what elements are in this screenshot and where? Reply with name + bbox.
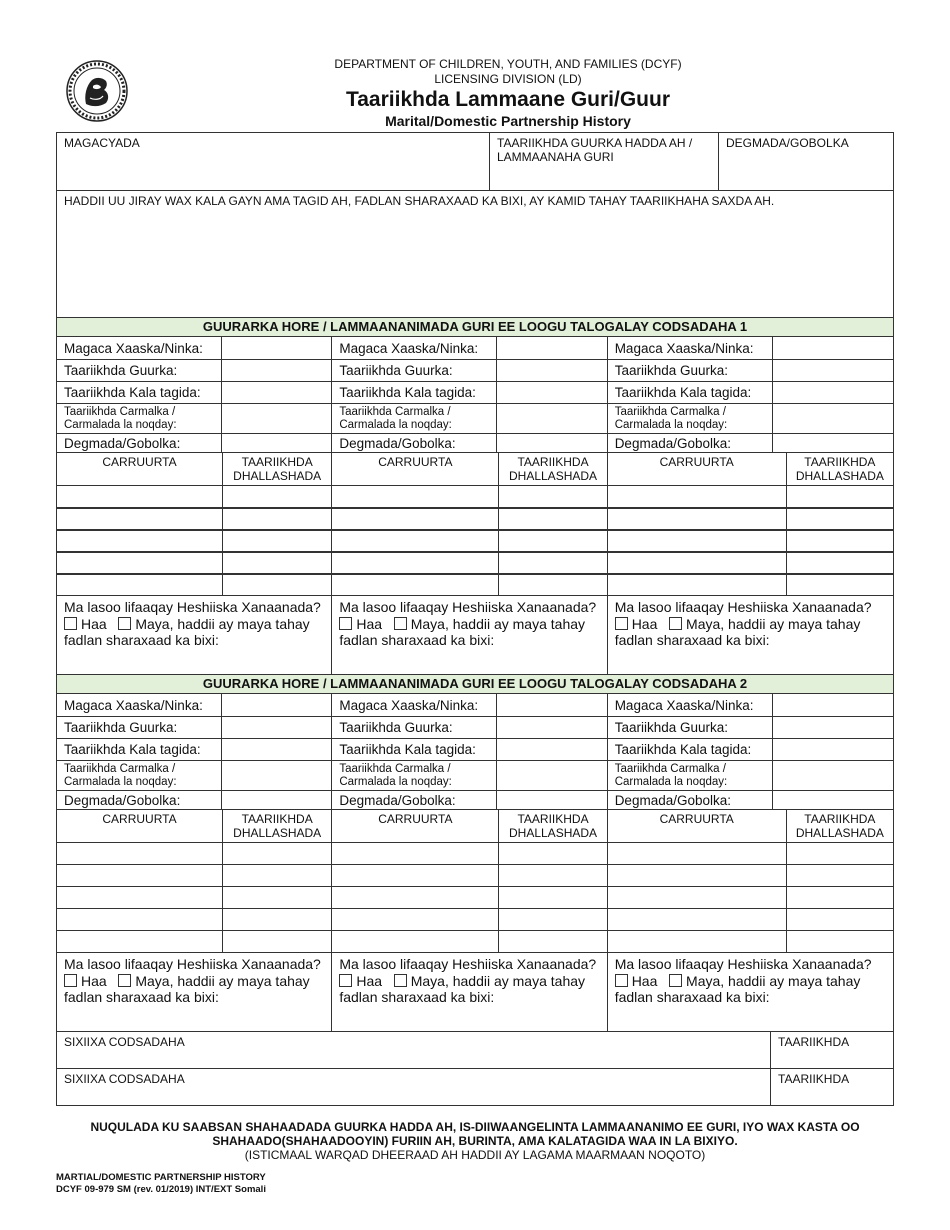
marriage-date-row <box>332 716 606 738</box>
child-row <box>332 930 606 952</box>
widowed-date-label: Taariikhda Carmalka / Carmalada la noqday: <box>57 761 222 790</box>
birthdates-header: TAARIIKHDA DHALLASHADA <box>795 455 884 483</box>
widowed-date-label: Taariikhda Carmalka / Carmalada la noqday: <box>57 404 222 433</box>
marriage-date-label: Taariikhda Guurka: <box>332 717 497 738</box>
form-subtitle: Marital/Domestic Partnership History <box>385 113 631 129</box>
custody-agreement-question <box>608 952 893 1031</box>
marriage-date-label: Taariikhda Guurka: <box>332 360 497 381</box>
child-row <box>608 529 893 551</box>
applicant-signature-field[interactable] <box>57 1069 771 1105</box>
yes-checkbox[interactable] <box>339 617 352 630</box>
county-input[interactable] <box>773 791 893 809</box>
child-birthdate-input[interactable] <box>787 531 893 551</box>
form-header <box>0 0 950 132</box>
marriage-date-label: Taariikhda Guurka: <box>608 717 773 738</box>
no-checkbox[interactable] <box>118 617 131 630</box>
separation-date-label: Taariikhda Kala tagida: <box>608 382 773 403</box>
spouse-name-input[interactable] <box>222 337 331 359</box>
child-name-input[interactable] <box>332 486 499 507</box>
children-header: CARRUURTA <box>57 453 223 485</box>
child-row <box>57 573 331 595</box>
marriage-date-input[interactable] <box>497 360 606 381</box>
county-label: Degmada/Gobolka: <box>608 434 773 452</box>
separation-explanation-field[interactable] <box>57 191 893 317</box>
child-name-input[interactable] <box>608 553 787 573</box>
birthdates-header: TAARIIKHDA DHALLASHADA <box>509 455 598 483</box>
widowed-date-row <box>332 403 606 433</box>
marriage-date-label: Taariikhda Guurka: <box>57 360 222 381</box>
county-field[interactable] <box>718 133 893 190</box>
child-row <box>332 573 606 595</box>
county-input[interactable] <box>497 434 606 452</box>
yes-label: Haa <box>631 615 658 632</box>
signature-date-field[interactable] <box>771 1069 893 1105</box>
section-2-column-2 <box>331 694 606 1031</box>
child-birthdate-input[interactable] <box>787 486 893 507</box>
document-footer-title: MARTIAL/DOMESTIC PARTNERSHIP HISTORY <box>56 1172 266 1183</box>
child-name-input[interactable] <box>57 887 223 908</box>
separation-date-row <box>332 738 606 760</box>
widowed-date-input[interactable] <box>773 404 893 433</box>
widowed-date-input[interactable] <box>222 761 331 790</box>
county-input[interactable] <box>222 791 331 809</box>
children-header: CARRUURTA <box>608 810 787 842</box>
child-row <box>57 864 331 886</box>
custody-agreement-question <box>332 595 606 674</box>
child-row <box>332 908 606 930</box>
child-birthdate-input[interactable] <box>787 843 893 864</box>
county-label: DEGMADA/GOBOLKA <box>726 136 849 150</box>
yes-checkbox[interactable] <box>64 974 77 987</box>
child-birthdate-input[interactable] <box>223 531 331 551</box>
separation-date-row <box>332 381 606 403</box>
child-row <box>332 507 606 529</box>
section-1-heading: GUURARKA HORE / LAMMAANANIMADA GURI EE LOOGU TALOGALAY CODSADAHA 1 <box>57 317 893 336</box>
county-row <box>332 433 606 452</box>
widowed-date-input[interactable] <box>773 761 893 790</box>
county-row <box>608 433 893 452</box>
marriage-date-row <box>57 716 331 738</box>
spouse-name-row <box>608 694 893 716</box>
children-header-row <box>57 452 331 485</box>
separation-date-row <box>608 738 893 760</box>
spouse-name-row <box>332 694 606 716</box>
widowed-date-row <box>332 760 606 790</box>
signature-row <box>57 1031 893 1068</box>
child-row <box>57 529 331 551</box>
spouse-name-label: Magaca Xaaska/Ninka: <box>332 337 497 359</box>
child-name-input[interactable] <box>608 887 787 908</box>
child-birthdate-input[interactable] <box>223 931 331 952</box>
county-label: Degmada/Gobolka: <box>608 791 773 809</box>
child-row <box>332 529 606 551</box>
child-name-input[interactable] <box>332 509 499 529</box>
child-row <box>57 507 331 529</box>
county-row <box>57 433 331 452</box>
no-checkbox[interactable] <box>669 974 682 987</box>
separation-date-row <box>57 381 331 403</box>
children-header-row <box>332 809 606 842</box>
child-name-input[interactable] <box>57 553 223 573</box>
child-name-input[interactable] <box>57 509 223 529</box>
yes-label: Haa <box>81 615 107 632</box>
marriage-date-input[interactable] <box>222 717 331 738</box>
birthdates-header: TAARIIKHDA DHALLASHADA <box>509 812 598 840</box>
spouse-name-label: Magaca Xaaska/Ninka: <box>332 694 497 716</box>
yes-checkbox[interactable] <box>615 974 628 987</box>
explain-label: fadlan sharaxaad ka bixi: <box>64 989 219 1005</box>
child-birthdate-input[interactable] <box>787 509 893 529</box>
yes-checkbox[interactable] <box>64 617 77 630</box>
child-name-input[interactable] <box>608 575 787 595</box>
division-name: LICENSING DIVISION (LD) <box>434 72 582 86</box>
widowed-date-input[interactable] <box>222 404 331 433</box>
child-birthdate-input[interactable] <box>499 843 606 864</box>
custody-question-text: Ma lasoo lifaaqay Heshiiska Xanaanada? <box>64 956 321 972</box>
child-birthdate-input[interactable] <box>787 887 893 908</box>
applicant-info-row <box>57 133 893 190</box>
separation-date-input[interactable] <box>222 739 331 760</box>
child-name-input[interactable] <box>57 909 223 930</box>
child-birthdate-input[interactable] <box>787 553 893 573</box>
county-row <box>608 790 893 809</box>
child-birthdate-input[interactable] <box>787 865 893 886</box>
separation-date-input[interactable] <box>773 739 893 760</box>
section-1-column-2 <box>331 337 606 674</box>
section-2-heading: GUURARKA HORE / LAMMAANANIMADA GURI EE LOOGU TALOGALAY CODSADAHA 2 <box>57 674 893 693</box>
explain-label: fadlan sharaxaad ka bixi: <box>339 632 495 648</box>
spouse-name-label: Magaca Xaaska/Ninka: <box>608 694 773 716</box>
names-label: MAGACYADA <box>64 136 140 150</box>
child-name-input[interactable] <box>57 931 223 952</box>
marriage-date-input[interactable] <box>497 717 606 738</box>
widowed-date-input[interactable] <box>497 761 606 790</box>
yes-label: Haa <box>631 972 658 989</box>
child-row <box>608 864 893 886</box>
child-name-input[interactable] <box>57 865 223 886</box>
marriage-date-row <box>57 359 331 381</box>
county-label: Degmada/Gobolka: <box>332 434 497 452</box>
child-row <box>608 886 893 908</box>
county-input[interactable] <box>773 434 893 452</box>
names-field[interactable] <box>57 133 489 190</box>
child-birthdate-input[interactable] <box>787 575 893 595</box>
separation-date-input[interactable] <box>773 382 893 403</box>
child-row <box>332 485 606 507</box>
child-name-input[interactable] <box>332 909 499 930</box>
signature-date-label: TAARIIKHDA <box>778 1035 850 1049</box>
no-checkbox[interactable] <box>118 974 131 987</box>
child-row <box>608 930 893 952</box>
spouse-name-input[interactable] <box>773 337 893 359</box>
county-label: Degmada/Gobolka: <box>57 434 222 452</box>
yes-label: Haa <box>356 972 383 989</box>
signature-date-label: TAARIIKHDA <box>778 1072 850 1086</box>
signature-date-field[interactable] <box>771 1032 893 1068</box>
custody-question-text: Ma lasoo lifaaqay Heshiiska Xanaanada? <box>64 599 321 615</box>
child-birthdate-input[interactable] <box>499 575 606 595</box>
child-row <box>608 573 893 595</box>
applicant-signature-field[interactable] <box>57 1032 771 1068</box>
child-name-input[interactable] <box>608 865 787 886</box>
separation-date-row <box>608 381 893 403</box>
yes-label: Haa <box>81 972 107 989</box>
child-row <box>332 864 606 886</box>
county-row <box>57 790 331 809</box>
county-input[interactable] <box>497 791 606 809</box>
no-checkbox[interactable] <box>394 974 407 987</box>
yes-label: Haa <box>356 615 383 632</box>
custody-question-text: Ma lasoo lifaaqay Heshiiska Xanaanada? <box>339 956 597 972</box>
explain-label: fadlan sharaxaad ka bixi: <box>64 632 219 648</box>
child-birthdate-input[interactable] <box>499 865 606 886</box>
custody-agreement-question <box>57 595 331 674</box>
marriage-date-row <box>608 716 893 738</box>
separation-explanation-label: HADDII UU JIRAY WAX KALA GAYN AMA TAGID AH, FADLAN SHARAXAAD KA BIXI, AY KAMID TAHAY TAARIIKHAHA SAXDA AH. <box>64 194 775 208</box>
custody-question-text: Ma lasoo lifaaqay Heshiiska Xanaanada? <box>339 599 597 615</box>
child-name-input[interactable] <box>57 575 223 595</box>
yes-checkbox[interactable] <box>615 617 628 630</box>
section-2-column-1 <box>57 694 331 1031</box>
marriage-date-input[interactable] <box>773 360 893 381</box>
spouse-name-input[interactable] <box>773 694 893 716</box>
child-name-input[interactable] <box>608 486 787 507</box>
explain-label: fadlan sharaxaad ka bixi: <box>339 989 495 1005</box>
child-row <box>608 842 893 864</box>
no-label: Maya, haddii ay maya tahay <box>686 615 861 632</box>
children-header-row <box>57 809 331 842</box>
child-birthdate-input[interactable] <box>499 509 606 529</box>
widowed-date-row <box>608 760 893 790</box>
widowed-date-row <box>608 403 893 433</box>
child-row <box>332 886 606 908</box>
county-input[interactable] <box>222 434 331 452</box>
widowed-date-label: Taariikhda Carmalka / Carmalada la noqday: <box>608 761 773 790</box>
child-row <box>608 908 893 930</box>
separation-date-label: Taariikhda Kala tagida: <box>608 739 773 760</box>
section-2-grid <box>57 693 893 1031</box>
child-name-input[interactable] <box>332 531 499 551</box>
children-header-row <box>608 809 893 842</box>
widowed-date-input[interactable] <box>497 404 606 433</box>
no-label: Maya, haddii ay maya tahay <box>135 972 310 989</box>
county-label: Degmada/Gobolka: <box>332 791 497 809</box>
marriage-date-input[interactable] <box>222 360 331 381</box>
signature-row <box>57 1068 893 1105</box>
child-name-input[interactable] <box>608 509 787 529</box>
child-birthdate-input[interactable] <box>499 486 606 507</box>
child-birthdate-input[interactable] <box>499 553 606 573</box>
document-form-number: DCYF 09-979 SM (rev. 01/2019) INT/EXT Somali <box>56 1184 266 1195</box>
spouse-name-label: Magaca Xaaska/Ninka: <box>608 337 773 359</box>
child-birthdate-input[interactable] <box>223 887 331 908</box>
applicant-signature-label: SIXIIXA CODSADAHA <box>64 1035 185 1049</box>
child-birthdate-input[interactable] <box>499 909 606 930</box>
county-label: Degmada/Gobolka: <box>57 791 222 809</box>
no-checkbox[interactable] <box>669 617 682 630</box>
custody-question-text: Ma lasoo lifaaqay Heshiiska Xanaanada? <box>614 956 872 972</box>
child-name-input[interactable] <box>332 887 499 908</box>
required-documents-line-2: SHAHAADO(SHAHAADOOYIN) FURIIN AH, BURINTA, AMA KALATAGIDA WAA IN LA BIXIYO. <box>212 1134 738 1148</box>
widowed-date-label: Taariikhda Carmalka / Carmalada la noqday: <box>332 404 497 433</box>
no-label: Maya, haddii ay maya tahay <box>135 615 310 632</box>
explain-label: fadlan sharaxaad ka bixi: <box>614 989 770 1005</box>
department-name: DEPARTMENT OF CHILDREN, YOUTH, AND FAMILIES (DCYF) <box>334 57 682 71</box>
no-label: Maya, haddii ay maya tahay <box>410 615 586 632</box>
history-form <box>56 132 894 1106</box>
child-row <box>608 485 893 507</box>
current-marriage-date-label: TAARIIKHDA GUURKA HADDA AH / LAMMAANAHA GURI <box>497 136 693 164</box>
widowed-date-row <box>57 760 331 790</box>
required-documents-note <box>0 1120 950 1162</box>
spouse-name-input[interactable] <box>497 694 606 716</box>
separation-date-input[interactable] <box>497 739 606 760</box>
no-label: Maya, haddii ay maya tahay <box>410 972 586 989</box>
children-header: CARRUURTA <box>332 453 499 485</box>
child-row <box>57 908 331 930</box>
custody-agreement-question <box>332 952 606 1031</box>
child-name-input[interactable] <box>608 843 787 864</box>
section-1-column-1 <box>57 337 331 674</box>
separation-date-label: Taariikhda Kala tagida: <box>57 739 222 760</box>
separation-date-label: Taariikhda Kala tagida: <box>332 382 497 403</box>
child-name-input[interactable] <box>57 843 223 864</box>
marriage-date-input[interactable] <box>773 717 893 738</box>
child-birthdate-input[interactable] <box>787 931 893 952</box>
no-label: Maya, haddii ay maya tahay <box>686 972 861 989</box>
separation-explanation-row <box>57 190 893 317</box>
separation-date-label: Taariikhda Kala tagida: <box>57 382 222 403</box>
child-birthdate-input[interactable] <box>223 843 331 864</box>
birthdates-header: TAARIIKHDA DHALLASHADA <box>233 455 322 483</box>
child-name-input[interactable] <box>608 931 787 952</box>
child-birthdate-input[interactable] <box>499 887 606 908</box>
separation-date-input[interactable] <box>222 382 331 403</box>
explain-label: fadlan sharaxaad ka bixi: <box>614 632 770 648</box>
spouse-name-input[interactable] <box>497 337 606 359</box>
child-birthdate-input[interactable] <box>223 575 331 595</box>
child-name-input[interactable] <box>332 575 499 595</box>
form-title: Taariikhda Lammaane Guri/Guur <box>345 88 671 111</box>
widowed-date-label: Taariikhda Carmalka / Carmalada la noqday: <box>608 404 773 433</box>
child-name-input[interactable] <box>57 486 223 507</box>
spouse-name-row <box>608 337 893 359</box>
child-name-input[interactable] <box>332 843 499 864</box>
county-row <box>332 790 606 809</box>
child-birthdate-input[interactable] <box>223 865 331 886</box>
child-name-input[interactable] <box>332 553 499 573</box>
child-name-input[interactable] <box>608 531 787 551</box>
marriage-date-label: Taariikhda Guurka: <box>57 717 222 738</box>
marriage-date-row <box>332 359 606 381</box>
spouse-name-label: Magaca Xaaska/Ninka: <box>57 337 222 359</box>
child-row <box>57 886 331 908</box>
applicant-signature-label: SIXIIXA CODSADAHA <box>64 1072 185 1086</box>
spouse-name-row <box>57 694 331 716</box>
current-marriage-date-field[interactable] <box>489 133 718 190</box>
separation-date-input[interactable] <box>497 382 606 403</box>
child-birthdate-input[interactable] <box>223 486 331 507</box>
section-2-column-3 <box>607 694 893 1031</box>
child-birthdate-input[interactable] <box>499 531 606 551</box>
yes-checkbox[interactable] <box>339 974 352 987</box>
children-header-row <box>608 452 893 485</box>
no-checkbox[interactable] <box>394 617 407 630</box>
child-row <box>57 485 331 507</box>
required-documents-line-1: NUQULADA KU SAABSAN SHAHAADADA GUURKA HADDA AH, IS-DIIWAANGELINTA LAMMAANANIMO EE GURI, IYO WAX KASTA OO <box>90 1120 860 1134</box>
child-row <box>332 842 606 864</box>
spouse-name-input[interactable] <box>222 694 331 716</box>
widowed-date-row <box>57 403 331 433</box>
child-row <box>608 507 893 529</box>
child-name-input[interactable] <box>332 865 499 886</box>
section-1-column-3 <box>607 337 893 674</box>
child-name-input[interactable] <box>608 909 787 930</box>
custody-agreement-question <box>57 952 331 1031</box>
marriage-date-row <box>608 359 893 381</box>
document-footer <box>56 1172 266 1196</box>
children-header: CARRUURTA <box>332 810 499 842</box>
extra-paper-note: (ISTICMAAL WARQAD DHEERAAD AH HADDII AY LAGAMA MAARMAAN NOQOTO) <box>244 1148 706 1162</box>
children-header-row <box>332 452 606 485</box>
section-1-grid <box>57 336 893 674</box>
child-name-input[interactable] <box>57 531 223 551</box>
child-row <box>57 551 331 573</box>
custody-agreement-question <box>608 595 893 674</box>
child-row <box>57 930 331 952</box>
child-row <box>332 551 606 573</box>
child-birthdate-input[interactable] <box>223 509 331 529</box>
child-name-input[interactable] <box>332 931 499 952</box>
widowed-date-label: Taariikhda Carmalka / Carmalada la noqday: <box>332 761 497 790</box>
separation-date-row <box>57 738 331 760</box>
children-header: CARRUURTA <box>608 453 787 485</box>
spouse-name-row <box>57 337 331 359</box>
birthdates-header: TAARIIKHDA DHALLASHADA <box>795 812 884 840</box>
child-birthdate-input[interactable] <box>787 909 893 930</box>
custody-question-text: Ma lasoo lifaaqay Heshiiska Xanaanada? <box>614 599 872 615</box>
child-birthdate-input[interactable] <box>499 931 606 952</box>
birthdates-header: TAARIIKHDA DHALLASHADA <box>233 812 322 840</box>
separation-date-label: Taariikhda Kala tagida: <box>332 739 497 760</box>
children-header: CARRUURTA <box>57 810 223 842</box>
child-birthdate-input[interactable] <box>223 553 331 573</box>
child-birthdate-input[interactable] <box>223 909 331 930</box>
marriage-date-label: Taariikhda Guurka: <box>608 360 773 381</box>
spouse-name-label: Magaca Xaaska/Ninka: <box>57 694 222 716</box>
child-row <box>608 551 893 573</box>
spouse-name-row <box>332 337 606 359</box>
child-row <box>57 842 331 864</box>
